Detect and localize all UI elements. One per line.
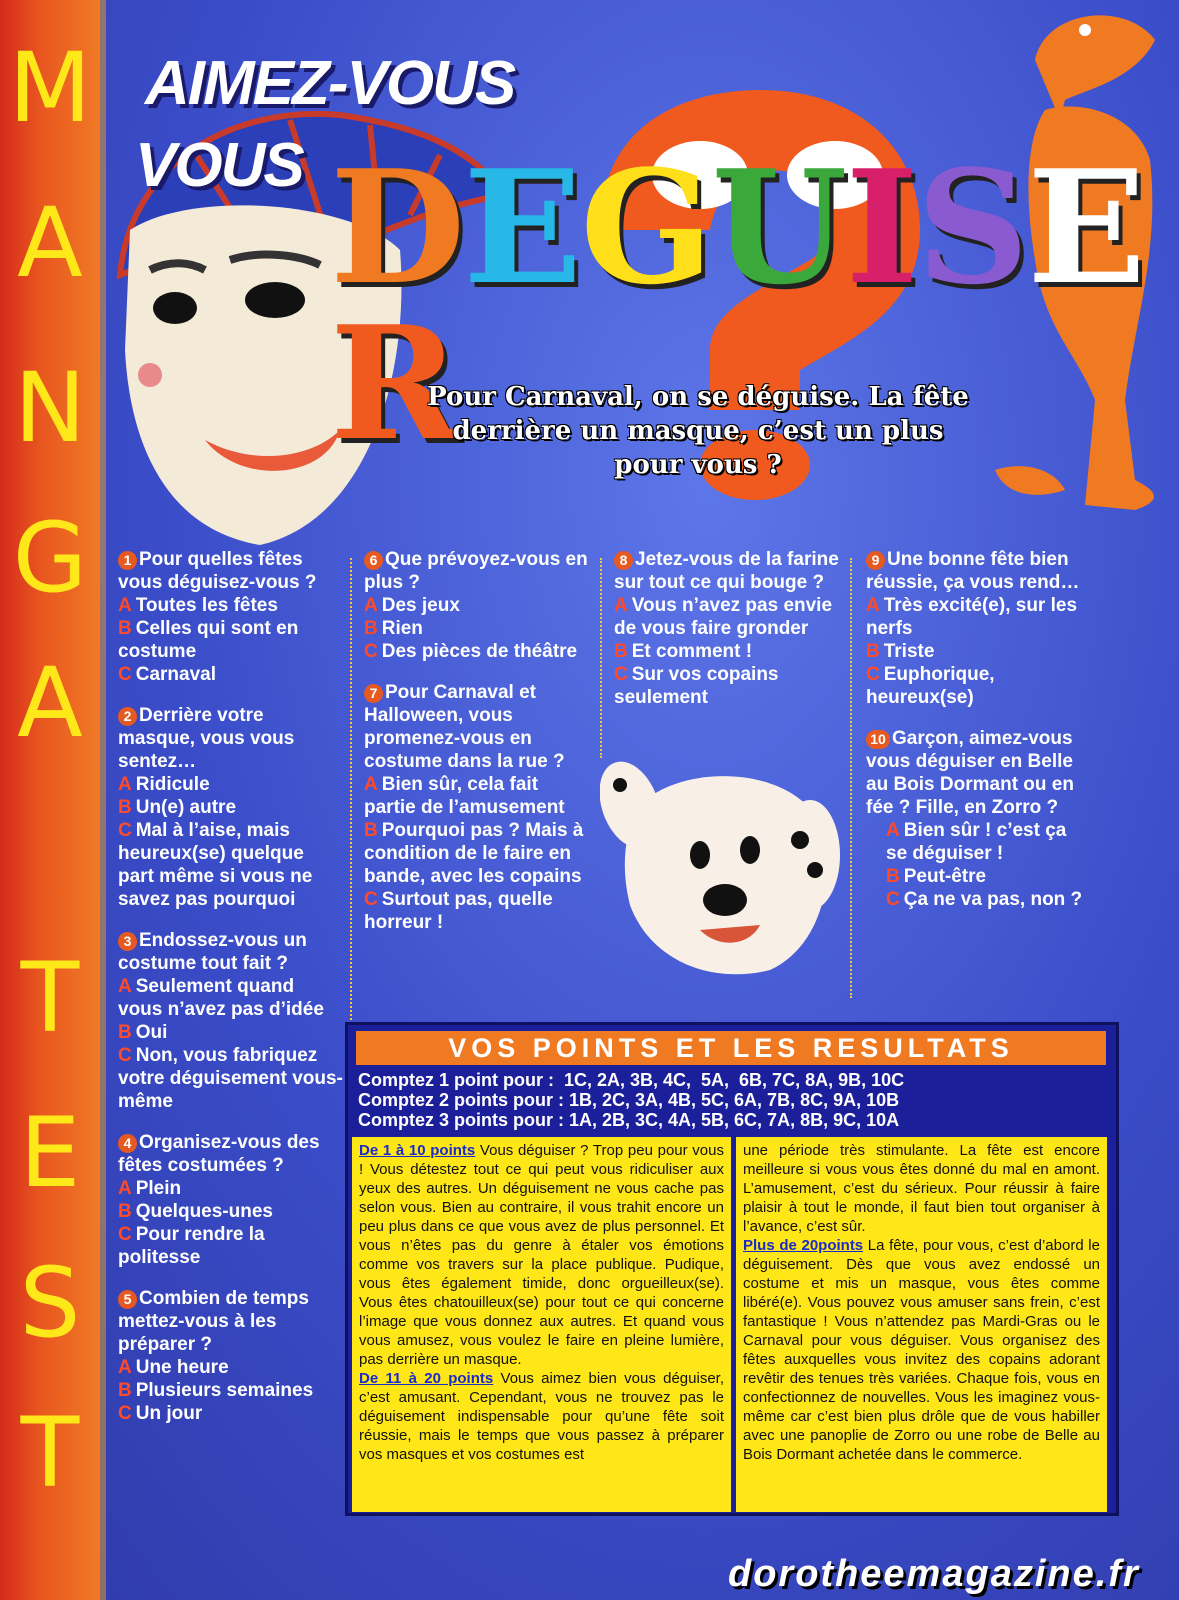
band-letter: S [19, 1247, 81, 1359]
band-letter: A [17, 647, 83, 759]
question-block [118, 929, 343, 1113]
question-number: 4 [118, 1134, 137, 1153]
result-text-11-20: Vous aimez bien vous déguiser, c’est amusant. Cependant, vous ne trouvez pas le déguisement indispensable pour qu’une fête soit réussie, mais le temps que vous passez à préparer vos masques et vos costumes est [359, 1370, 724, 1463]
question-number: 1 [118, 551, 137, 570]
question-text: Organisez-vous des fêtes costumées ? [118, 1132, 320, 1176]
title-line-2: VOUS [135, 131, 303, 200]
question-block [118, 1287, 343, 1425]
answer-option: C Non, vous fabriquez votre déguisement vous-même [118, 1045, 343, 1112]
answer-option: B Plusieurs semaines [118, 1380, 314, 1401]
band-letter: N [14, 352, 86, 464]
questions-column-1 [118, 548, 343, 1443]
answer-option: B Peut-être [886, 866, 987, 887]
answer-option: B Pourquoi pas ? Mais à condition de le faire en bande, avec les copains [364, 820, 584, 887]
points-line: Comptez 3 points pour : 1A, 2B, 3C, 4A, 5B, 6C, 7A, 8B, 9C, 10A [358, 1110, 900, 1130]
question-block [866, 548, 1086, 709]
question-block [866, 727, 1086, 911]
question-number: 10 [866, 730, 890, 749]
column-divider [850, 558, 852, 998]
results-text-right [736, 1137, 1107, 1512]
answer-option: C Carnaval [118, 664, 217, 685]
answer-option: C Sur vos copains seulement [614, 664, 779, 708]
question-text: Que prévoyez-vous en plus ? [364, 549, 588, 593]
band-letter: M [8, 32, 92, 144]
answer-option: A Ridicule [118, 774, 210, 795]
intro-text: Pour Carnaval, on se déguise. La fête derrière un masque, c’est un plus pour vous ? [427, 382, 969, 480]
question-text: Pour quelles fêtes vous déguisez-vous ? [118, 549, 317, 593]
question-number: 8 [614, 551, 633, 570]
answer-option: B Un(e) autre [118, 797, 237, 818]
big-letter: R [330, 292, 458, 475]
points-line: Comptez 1 point pour : 1C, 2A, 3B, 4C, 5A, 6B, 7C, 8A, 9B, 10C [358, 1070, 905, 1090]
result-text-11-20-continued: une période très stimulante. La fête est encore meilleure si vous vous êtes donné du mal en amont. L’amusement, c’est du sérieux. Pour réussir à faire plaisir à tout le monde, il faut bien tout organiser à l’avance, c’est sûr. [743, 1142, 1100, 1235]
questions-column-2 [364, 548, 592, 952]
question-text: Une bonne fête bien réussie, ça vous rend… [866, 549, 1080, 593]
band-letter: E [19, 1097, 81, 1209]
question-block [118, 548, 343, 686]
result-heading-20-plus: Plus de 20points [743, 1237, 864, 1254]
question-number: 9 [866, 551, 885, 570]
questions-column-3 [614, 548, 839, 727]
answer-option: B Quelques-unes [118, 1201, 273, 1222]
website-watermark: dorotheemagazine.fr [728, 1553, 1140, 1595]
big-letter: S [916, 136, 1028, 319]
answer-option: B Celles qui sont en costume [118, 618, 299, 662]
question-block [364, 681, 592, 934]
answer-option: A Plein [118, 1178, 182, 1199]
band-letter: T [20, 1397, 80, 1509]
question-text: Endossez-vous un costume tout fait ? [118, 930, 307, 974]
answer-option: C Des pièces de théâtre [364, 641, 578, 662]
column-divider [350, 558, 352, 1028]
answer-option: A Bien sûr ! c’est ça se déguiser ! [886, 820, 1067, 864]
dalmatian-illustration [600, 745, 840, 985]
band-separator [100, 0, 106, 1600]
answer-option: C Surtout pas, quelle horreur ! [364, 889, 553, 933]
big-letter: D [330, 136, 464, 319]
answer-option: C Pour rendre la politesse [118, 1224, 265, 1268]
answer-option: A Vous n’avez pas envie de vous faire gronder [614, 595, 833, 639]
question-text: Pour Carnaval et Halloween, vous promenez-vous en costume dans la rue ? [364, 682, 565, 772]
answer-option: B Triste [866, 641, 935, 662]
question-text: Derrière votre masque, vous vous sentez… [118, 705, 295, 772]
big-letter: I [845, 136, 917, 319]
question-number: 2 [118, 707, 137, 726]
question-block [614, 548, 839, 709]
results-text-left [352, 1137, 731, 1512]
question-block [118, 704, 343, 911]
band-letter: T [20, 942, 80, 1054]
question-text: Combien de temps mettez-vous à les préparer ? [118, 1288, 309, 1355]
answer-option: B Rien [364, 618, 423, 639]
answer-option: A Une heure [118, 1357, 229, 1378]
result-heading-11-20: De 11 à 20 points [359, 1370, 494, 1387]
question-text: Jetez-vous de la farine sur tout ce qui bouge ? [614, 549, 839, 593]
big-letter: G [580, 136, 712, 319]
answer-option: A Très excité(e), sur les nerfs [866, 595, 1078, 639]
title-line-1: AIMEZ-VOUS [145, 49, 515, 118]
question-block [364, 548, 592, 663]
big-letter: U [711, 136, 846, 319]
question-block [118, 1131, 343, 1269]
answer-option: B Oui [118, 1022, 168, 1043]
result-text-1-10: Vous déguiser ? Trop peu pour vous ! Vous détestez tout ce qui peut vous ridiculiser aux yeux des autres. Un déguisement ne vous cache pas selon vous. Bien au contraire, il vous trahit encore un peu plus dans ce que vous avez de plus personnel. Et vous n’êtes pas du genre à étaler vos émotions comme vos travers sur la place publique. Pudique, vous êtes également timide, donc orgueilleux(se). Vous êtes chatouilleux(se) pour tout ce qui concerne l’image que vous donnez aux autres. Et quand vous vous amusez, vous voulez le faire en pleine lumière, pas derrière un masque. [359, 1142, 724, 1368]
result-text-20-plus: La fête, pour vous, c’est d’abord le déguisement. Dès que vous avez endossé un costume et mis un masque, vous êtes comme libéré(e). Vous pouvez vous amuser sans frein, c’est fantastique ! Vous n’attendez pas Mardi-Gras ou le Carnaval pour vous déguiser. Vous organisez des fêtes auxquelles vous invitez des copains adorant revêtir des tenues très variées. Chaque fois, vous en confectionnez de nouvelles. Vous les imaginez vous-même car c’est bien plus drôle que de vous habiller avec une panoplie de Zorro ou une robe de Belle au Bois Dormant achetée dans le commerce. [743, 1237, 1100, 1463]
band-letter: G [12, 502, 88, 614]
question-text: Garçon, aimez-vous vous déguiser en Belle au Bois Dormant ou en fée ? Fille, en Zorro ? [866, 728, 1074, 818]
answer-option: A Seulement quand vous n’avez pas d’idée [118, 976, 324, 1020]
result-heading-1-10: De 1 à 10 points [359, 1142, 476, 1159]
answer-option: B Et comment ! [614, 641, 753, 662]
question-number: 6 [364, 551, 383, 570]
answer-option: A Des jeux [364, 595, 460, 616]
big-letter: E [1027, 136, 1145, 319]
answer-option: C Ça ne va pas, non ? [886, 889, 1083, 910]
answer-option: C Mal à l’aise, mais heureux(se) quelque part même si vous ne savez pas pourquoi [118, 820, 313, 910]
questions-column-4 [866, 548, 1086, 929]
answer-option: C Un jour [118, 1403, 203, 1424]
question-number: 7 [364, 684, 383, 703]
band-letter: A [17, 187, 83, 299]
answer-option: C Euphorique, heureux(se) [866, 664, 995, 708]
question-number: 5 [118, 1290, 137, 1309]
answer-option: A Bien sûr, cela fait partie de l’amusement [364, 774, 565, 818]
results-heading: VOS POINTS ET LES RESULTATS [356, 1031, 1106, 1065]
question-number: 3 [118, 932, 137, 951]
answer-option: A Toutes les fêtes [118, 595, 278, 616]
column-divider [600, 558, 602, 758]
points-line: Comptez 2 points pour : 1B, 2C, 3A, 4B, 5C, 6A, 7B, 8C, 9A, 10B [358, 1090, 900, 1110]
big-letter: E [463, 136, 581, 319]
